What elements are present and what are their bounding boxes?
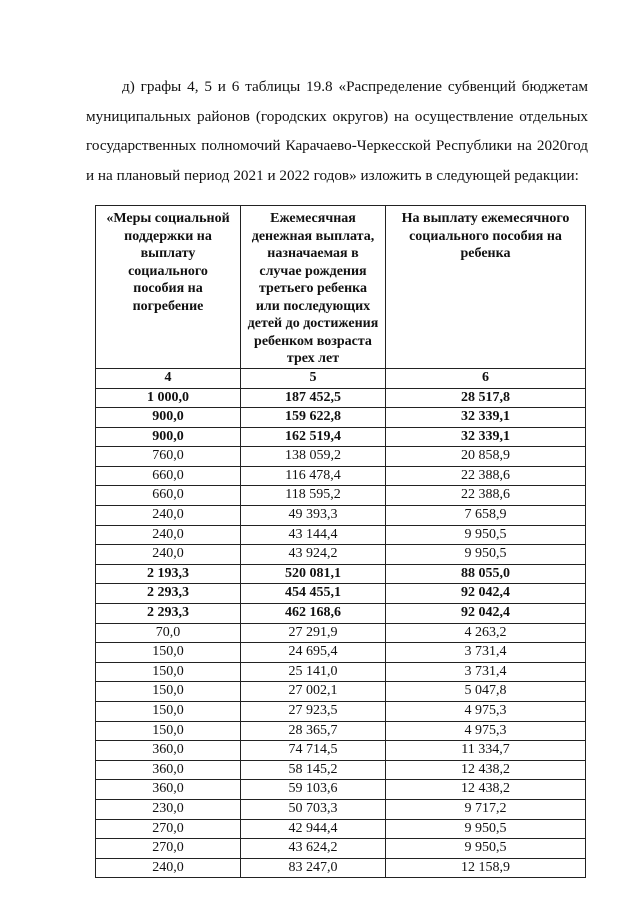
table-cell: 32 339,1 [386,408,586,428]
table-cell: 270,0 [96,819,241,839]
table-cell: 22 388,6 [386,466,586,486]
table-row [96,447,586,467]
table-cell: 58 145,2 [241,760,386,780]
table-row [96,858,586,878]
table-cell: 660,0 [96,486,241,506]
table-cell: 74 714,5 [241,741,386,761]
table-cell: 9 717,2 [386,799,586,819]
table-cell: 5 047,8 [386,682,586,702]
table-cell: 4 263,2 [386,623,586,643]
table-cell: 50 703,3 [241,799,386,819]
table-cell: 88 055,0 [386,564,586,584]
table-header-row [96,206,586,369]
table-row [96,780,586,800]
table-cell: 42 944,4 [241,819,386,839]
table-cell: 92 042,4 [386,604,586,624]
table-cell: 240,0 [96,525,241,545]
header-col-4: «Меры социальной поддержки на выплату социального пособия на погребение [96,206,241,369]
table-cell: 43 624,2 [241,839,386,859]
table-cell: 24 695,4 [241,643,386,663]
table-cell: 22 388,6 [386,486,586,506]
table-cell: 162 519,4 [241,427,386,447]
table-cell: 3 731,4 [386,643,586,663]
table-cell: 25 141,0 [241,662,386,682]
table-cell: 2 193,3 [96,564,241,584]
table-row [96,702,586,722]
table-row [96,584,586,604]
table-cell: 49 393,3 [241,506,386,526]
table-cell: 4 975,3 [386,702,586,722]
table-cell: 4 975,3 [386,721,586,741]
table-cell: 187 452,5 [241,388,386,408]
table-cell: 12 438,2 [386,780,586,800]
table-row [96,819,586,839]
table-cell: 28 365,7 [241,721,386,741]
table-cell: 9 950,5 [386,545,586,565]
column-number: 5 [241,368,386,388]
intro-paragraph [86,72,588,190]
table-cell: 9 950,5 [386,839,586,859]
table-row [96,506,586,526]
table-cell: 159 622,8 [241,408,386,428]
table-cell: 43 924,2 [241,545,386,565]
table-cell: 7 658,9 [386,506,586,526]
table-cell: 116 478,4 [241,466,386,486]
table-cell: 118 595,2 [241,486,386,506]
table-cell: 760,0 [96,447,241,467]
table-cell: 27 002,1 [241,682,386,702]
table-row [96,799,586,819]
table-cell: 83 247,0 [241,858,386,878]
table-cell: 12 158,9 [386,858,586,878]
table-cell: 138 059,2 [241,447,386,467]
table-cell: 9 950,5 [386,819,586,839]
table-cell: 12 438,2 [386,760,586,780]
table-cell: 11 334,7 [386,741,586,761]
table-cell: 150,0 [96,662,241,682]
table-cell: 92 042,4 [386,584,586,604]
table-row [96,408,586,428]
header-col-5: Ежемесячная денежная выплата, назначаемая в случае рождения третьего ребенка или последующих детей до достижения ребенком возраста трех лет [241,206,386,369]
table-cell: 230,0 [96,799,241,819]
table-row [96,741,586,761]
table-row [96,623,586,643]
table-row [96,839,586,859]
table-cell: 3 731,4 [386,662,586,682]
table-cell: 1 000,0 [96,388,241,408]
table-cell: 32 339,1 [386,427,586,447]
table-cell: 240,0 [96,858,241,878]
column-number-row [96,368,586,388]
table-cell: 27 291,9 [241,623,386,643]
table-cell: 520 081,1 [241,564,386,584]
header-col-6: На выплату ежемесячного социального пособия на ребенка [386,206,586,369]
table-cell: 900,0 [96,408,241,428]
subvention-table [95,205,586,878]
table-cell: 43 144,4 [241,525,386,545]
table-cell: 900,0 [96,427,241,447]
table-cell: 27 923,5 [241,702,386,722]
table-cell: 660,0 [96,466,241,486]
column-number: 4 [96,368,241,388]
table-cell: 360,0 [96,780,241,800]
table-cell: 454 455,1 [241,584,386,604]
table-cell: 2 293,3 [96,604,241,624]
table-row [96,427,586,447]
table-cell: 360,0 [96,760,241,780]
table-row [96,486,586,506]
table-cell: 360,0 [96,741,241,761]
table-row [96,760,586,780]
table-row [96,721,586,741]
table-cell: 70,0 [96,623,241,643]
table-cell: 20 858,9 [386,447,586,467]
column-number: 6 [386,368,586,388]
table-cell: 270,0 [96,839,241,859]
table-row [96,525,586,545]
table-cell: 150,0 [96,682,241,702]
table-cell: 150,0 [96,721,241,741]
table-row [96,604,586,624]
table-cell: 28 517,8 [386,388,586,408]
table-row [96,388,586,408]
table-cell: 150,0 [96,702,241,722]
table-cell: 240,0 [96,545,241,565]
table-cell: 462 168,6 [241,604,386,624]
table-cell: 150,0 [96,643,241,663]
table-row [96,682,586,702]
table-row [96,466,586,486]
table-cell: 59 103,6 [241,780,386,800]
table-row [96,662,586,682]
table-row [96,545,586,565]
table-cell: 2 293,3 [96,584,241,604]
intro-text: д) графы 4, 5 и 6 таблицы 19.8 «Распределение субвенций бюджетам муниципальных районов (городских округов) на осуществление отдельных государственных полномочий Карачаево-Черкесской Республики на 2020год и на плановый период 2021 и 2022 годов» изложить в следующей редакции: [86,78,588,184]
table-row [96,564,586,584]
table-cell: 240,0 [96,506,241,526]
table-row [96,643,586,663]
table-cell: 9 950,5 [386,525,586,545]
